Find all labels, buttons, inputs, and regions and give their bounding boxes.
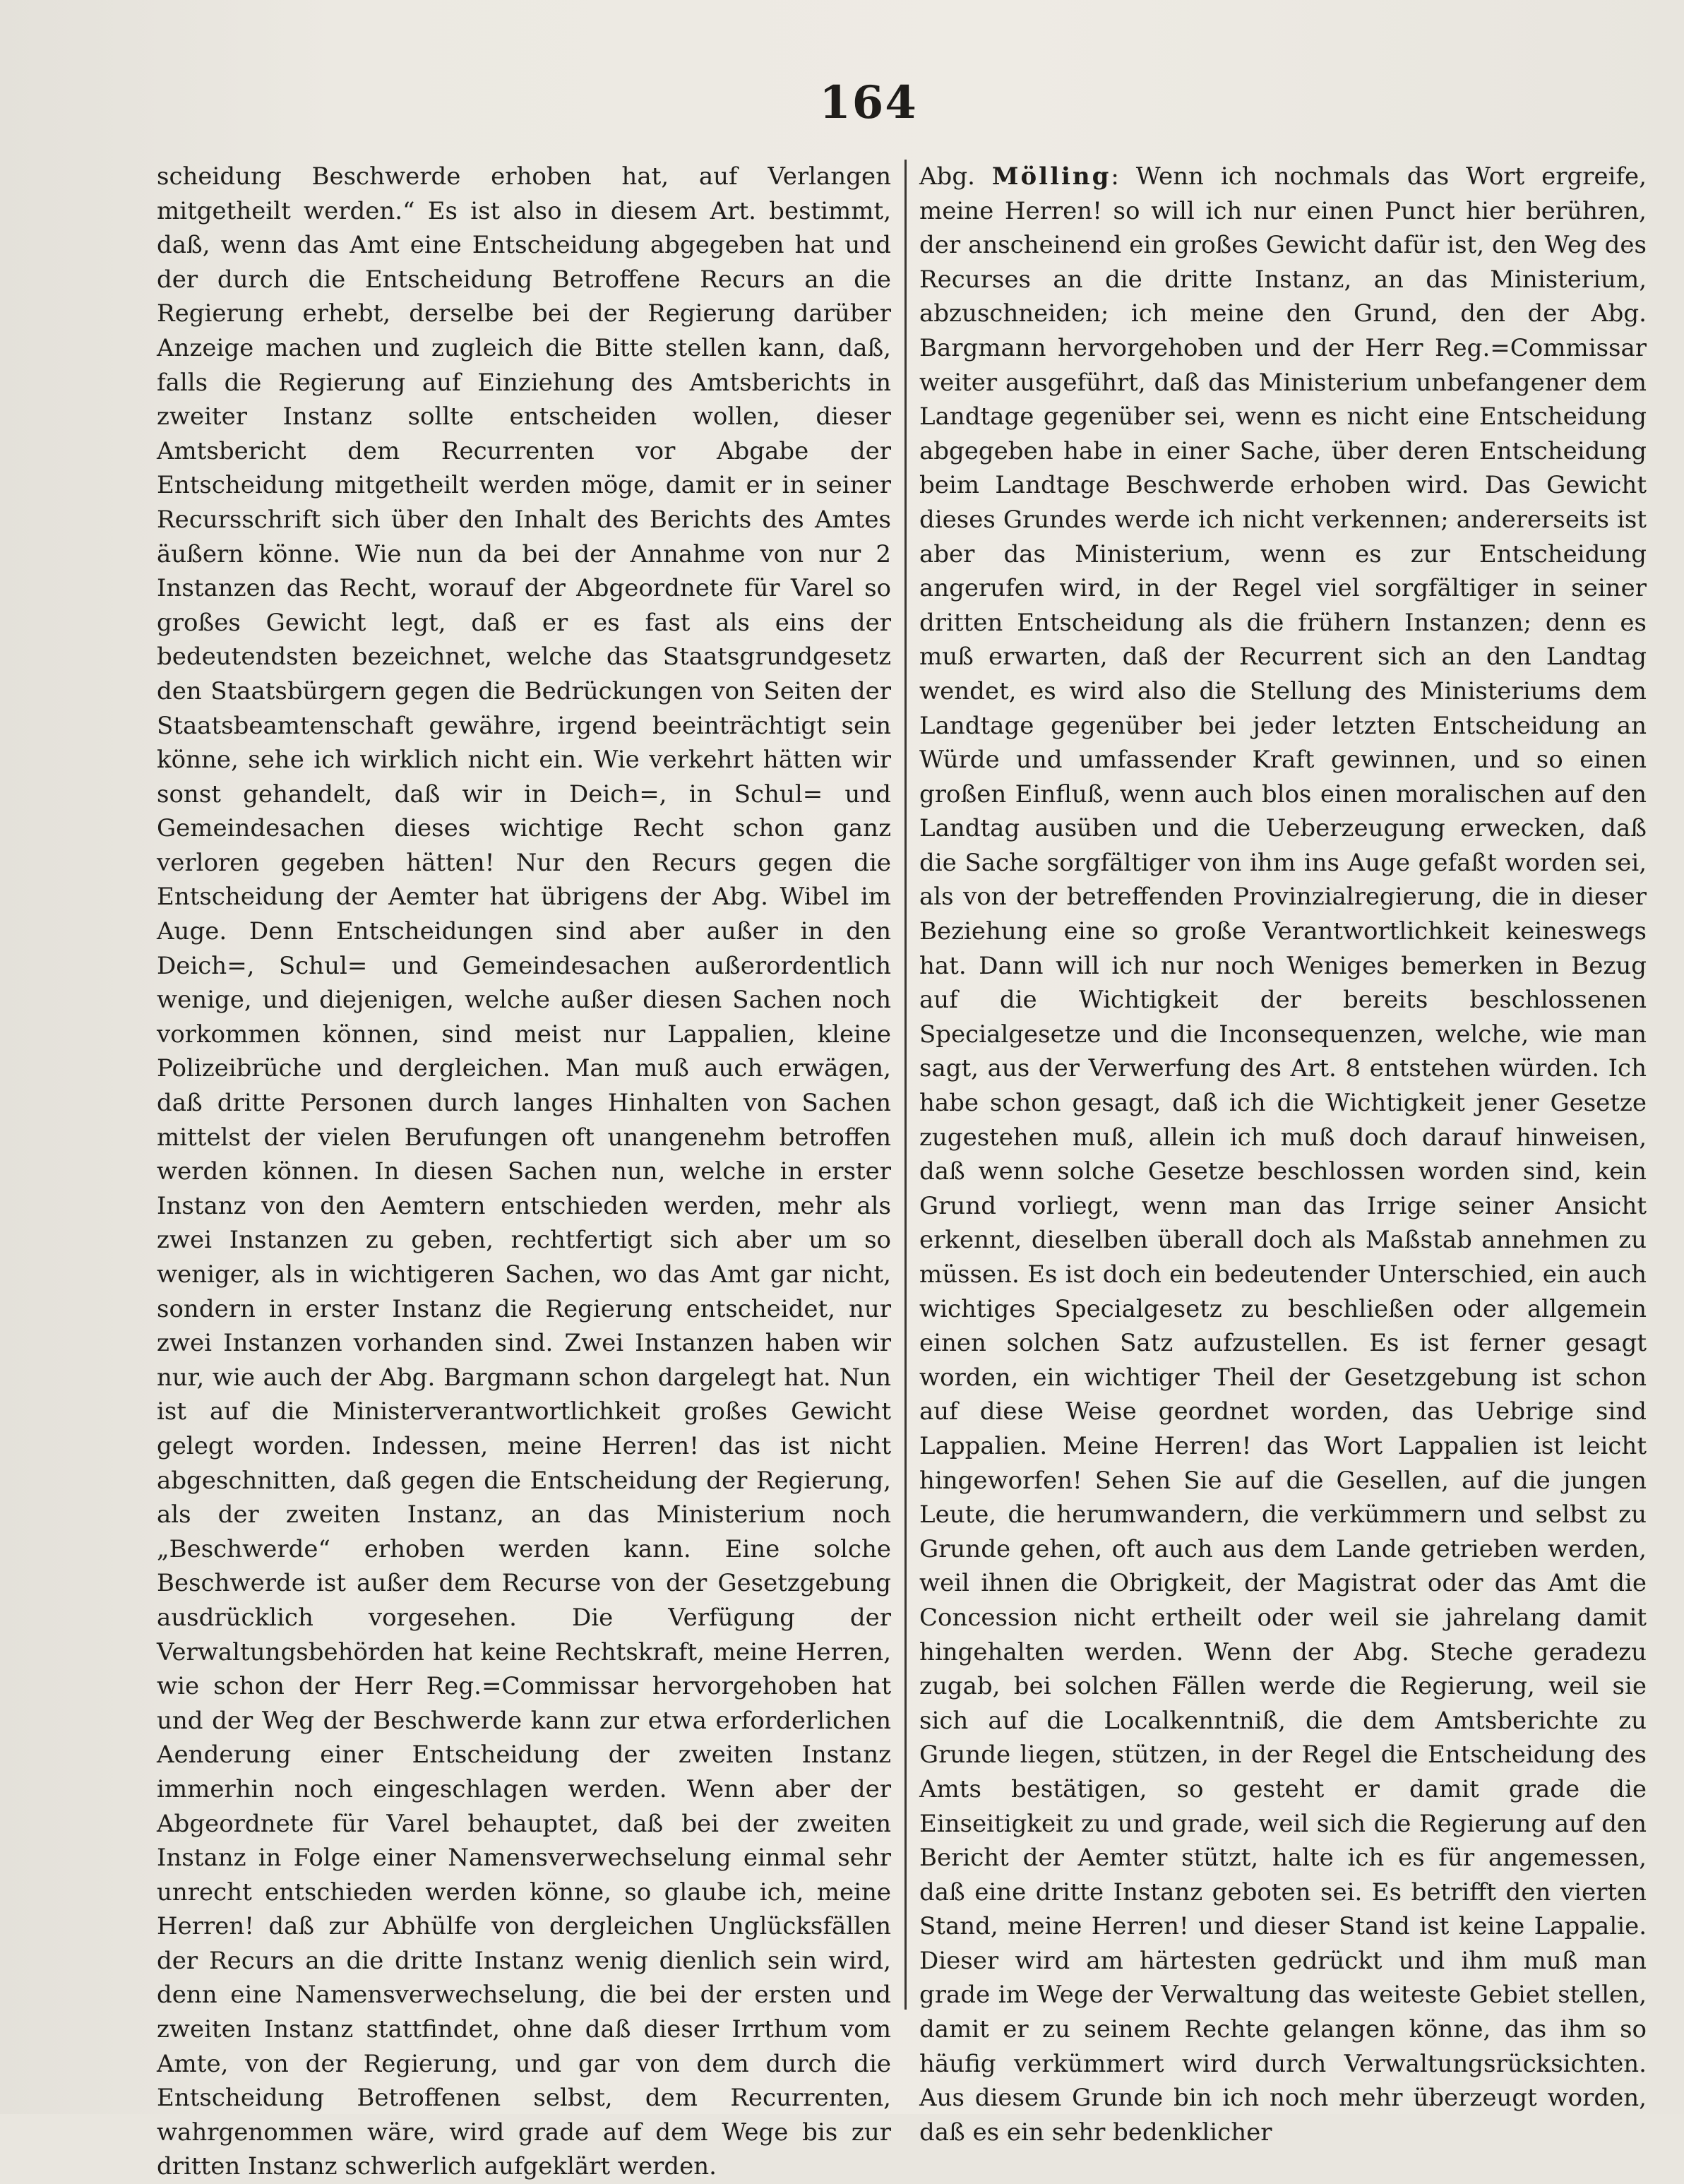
left-column-text: scheidung Beschwerde erhoben hat, auf Verlangen mitgetheilt werden.“ Es ist also in diesem Art. bestimmt, daß, wenn das Amt eine Entscheidung abgegeben hat und der durch die Entscheidung Betroffene Recurs an die Regierung erhebt, derselbe bei der Regierung darüber Anzeige machen und zugleich die Bitte stellen kann, daß, falls die Regierung auf Einziehung des Amtsberichts in zweiter Instanz sollte entscheiden wollen, dieser Amtsbericht dem Recurrenten vor Abgabe der Entscheidung mitgetheilt werden möge, damit er in seiner Recursschrift sich über den Inhalt des Berichts des Amtes äußern könne. Wie nun da bei der Annahme von nur 2 Instanzen das Recht, worauf der Abgeordnete für Varel so großes Gewicht legt, daß er es fast als eins der bedeutendsten bezeichnet, welche das Staatsgrundgesetz den Staatsbürgern gegen die Bedrückungen von Seiten der Staatsbeamtenschaft gewähre, irgend beeinträchtigt sein könne, sehe ich wirklich nicht ein. Wie verkehrt hätten wir sonst gehandelt, daß wir in Deich=, in Schul= und Gemeindesachen dieses wichtige Recht schon ganz verloren gegeben hätten! Nur den Recurs gegen die Entscheidung der Aemter hat übrigens der Abg. Wibel im Auge. Denn Entscheidungen sind aber außer in den Deich=, Schul= und Gemeindesachen außerordentlich wenige, und diejenigen, welche außer diesen Sachen noch vorkommen können, sind meist nur Lappalien, kleine Polizeibrüche und dergleichen. Man muß auch erwägen, daß dritte Personen durch langes Hinhalten von Sachen mittelst der vielen Berufungen oft unangenehm betroffen werden können. In diesen Sachen nun, welche in erster Instanz von den Aemtern entschieden werden, mehr als zwei Instanzen zu geben, rechtfertigt sich aber um so weniger, als in wichtigeren Sachen, wo das Amt gar nicht, sondern in erster Instanz die Regierung entscheidet, nur zwei Instanzen vorhanden sind. Zwei Instanzen haben wir nur, wie auch der Abg. Bargmann schon dargelegt hat. Nun ist auf die Ministerverantwortlichkeit großes Gewicht gelegt worden. Indessen, meine Herren! das ist nicht abgeschnitten, daß gegen die Entscheidung der Regierung, als der zweiten Instanz, an das Ministerium noch „Beschwerde“ erhoben werden kann. Eine solche Beschwerde ist außer dem Recurse von der Gesetzgebung ausdrücklich vorgesehen. Die Verfügung der Verwaltungsbehörden hat keine Rechtskraft, meine Herren, wie schon der Herr Reg.=Commissar hervorgehoben hat und der Weg der Beschwerde kann zur etwa erforderlichen Aenderung einer Entscheidung der zweiten Instanz immerhin noch eingeschlagen werden. Wenn aber der Abgeordnete für Varel behauptet, daß bei der zweiten Instanz in Folge einer Namensverwechselung einmal sehr unrecht entschieden werden könne, so glaube ich, meine Herren! daß zur Abhülfe von dergleichen Unglücksfällen der Recurs an die dritte Instanz wenig dienlich sein wird, denn eine Namensverwechselung, die bei der ersten und zweiten Instanz stattfindet, ohne daß dieser Irrthum vom Amte, von der Regierung, und gar von dem durch die Entscheidung Betroffenen selbst, dem Recurrenten, wahrgenommen wäre, wird grade auf dem Wege bis zur dritten Instanz schwerlich aufgeklärt werden. — [157, 162, 891, 2181]
right-column-paragraph — [919, 160, 1647, 2149]
speaker-name: Mölling — [991, 162, 1111, 191]
left-column — [157, 160, 891, 2181]
page-number: 164 — [819, 76, 918, 129]
speaker-prefix: Abg. — [919, 162, 975, 191]
right-column — [919, 160, 1647, 2147]
right-column-text: : Wenn ich nochmals das Wort ergreife, meine Herren! so will ich nur einen Punct hier berühren, der anscheinend ein großes Gewicht dafür ist, den Weg des Recurses an die dritte Instanz, an das Ministerium, abzuschneiden; ich meine den Grund, den der Abg. Bargmann hervorgehoben und der Herr Reg.=Commissar weiter ausgeführt, daß das Ministerium unbefangener dem Landtage gegenüber sei, wenn es nicht eine Entscheidung abgegeben habe in einer Sache, über deren Entscheidung beim Landtage Beschwerde erhoben wird. Das Gewicht dieses Grundes werde ich nicht verkennen; andererseits ist aber das Ministerium, wenn es zur Entscheidung angerufen wird, in der Regel viel sorgfältiger in seiner dritten Entscheidung als die frühern Instanzen; denn es muß erwarten, daß der Recurrent sich an den Landtag wendet, es wird also die Stellung des Ministeriums dem Landtage gegenüber bei jeder letzten Entscheidung an Würde und umfassender Kraft gewinnen, und so einen großen Einfluß, wenn auch blos einen moralischen auf den Landtag ausüben und die Ueberzeugung erwecken, daß die Sache sorgfältiger von ihm ins Auge gefaßt worden sei, als von der betreffenden Provinzialregierung, die in dieser Beziehung eine so große Verantwortlichkeit keineswegs hat. Dann will ich nur noch Weniges bemerken in Bezug auf die Wichtigkeit der bereits beschlossenen Specialgesetze und die Inconsequenzen, welche, wie man sagt, aus der Verwerfung des Art. 8 entstehen würden. Ich habe schon gesagt, daß ich die Wichtigkeit jener Gesetze zugestehen muß, allein ich muß doch darauf hinweisen, daß wenn solche Gesetze beschlossen worden sind, kein Grund vorliegt, wenn man das Irrige seiner Ansicht erkennt, dieselben überall doch als Maßstab annehmen zu müssen. Es ist doch ein bedeutender Unterschied, ein auch wichtiges Specialgesetz zu beschließen oder allgemein einen solchen Satz aufzustellen. Es ist ferner gesagt worden, ein wichtiger Theil der Gesetzgebung ist schon auf diese Weise geordnet worden, das Uebrige sind Lappalien. Meine Herren! das Wort Lappalien ist leicht hingeworfen! Sehen Sie auf die Gesellen, auf die jungen Leute, die herumwandern, die verkümmern und selbst zu Grunde gehen, oft auch aus dem Lande getrieben werden, weil ihnen die Obrigkeit, der Magistrat oder das Amt die Concession nicht ertheilt oder weil sie jahrelang damit hingehalten werden. Wenn der Abg. Steche geradezu zugab, bei solchen Fällen werde die Regierung, weil sie sich auf die Localkenntniß, die dem Amtsberichte zu Grunde liegen, stützen, in der Regel die Entscheidung des Amts bestätigen, so gesteht er damit grade die Einseitigkeit zu und grade, weil sich die Regierung auf den Bericht der Aemter stützt, halte ich es für angemessen, daß eine dritte Instanz geboten sei. Es betrifft den vierten Stand, meine Herren! und dieser Stand ist keine Lappalie. Dieser wird am härtesten gedrückt und ihm muß man grade im Wege der Verwaltung das weiteste Gebiet stellen, damit er zu seinem Rechte gelangen könne, das ihm so häufig verkümmert wird durch Verwaltungsrücksichten. Aus diesem Grunde bin ich noch mehr überzeugt worden, daß es ein sehr bedenklicher — [919, 162, 1647, 2147]
column-divider — [904, 160, 907, 2010]
